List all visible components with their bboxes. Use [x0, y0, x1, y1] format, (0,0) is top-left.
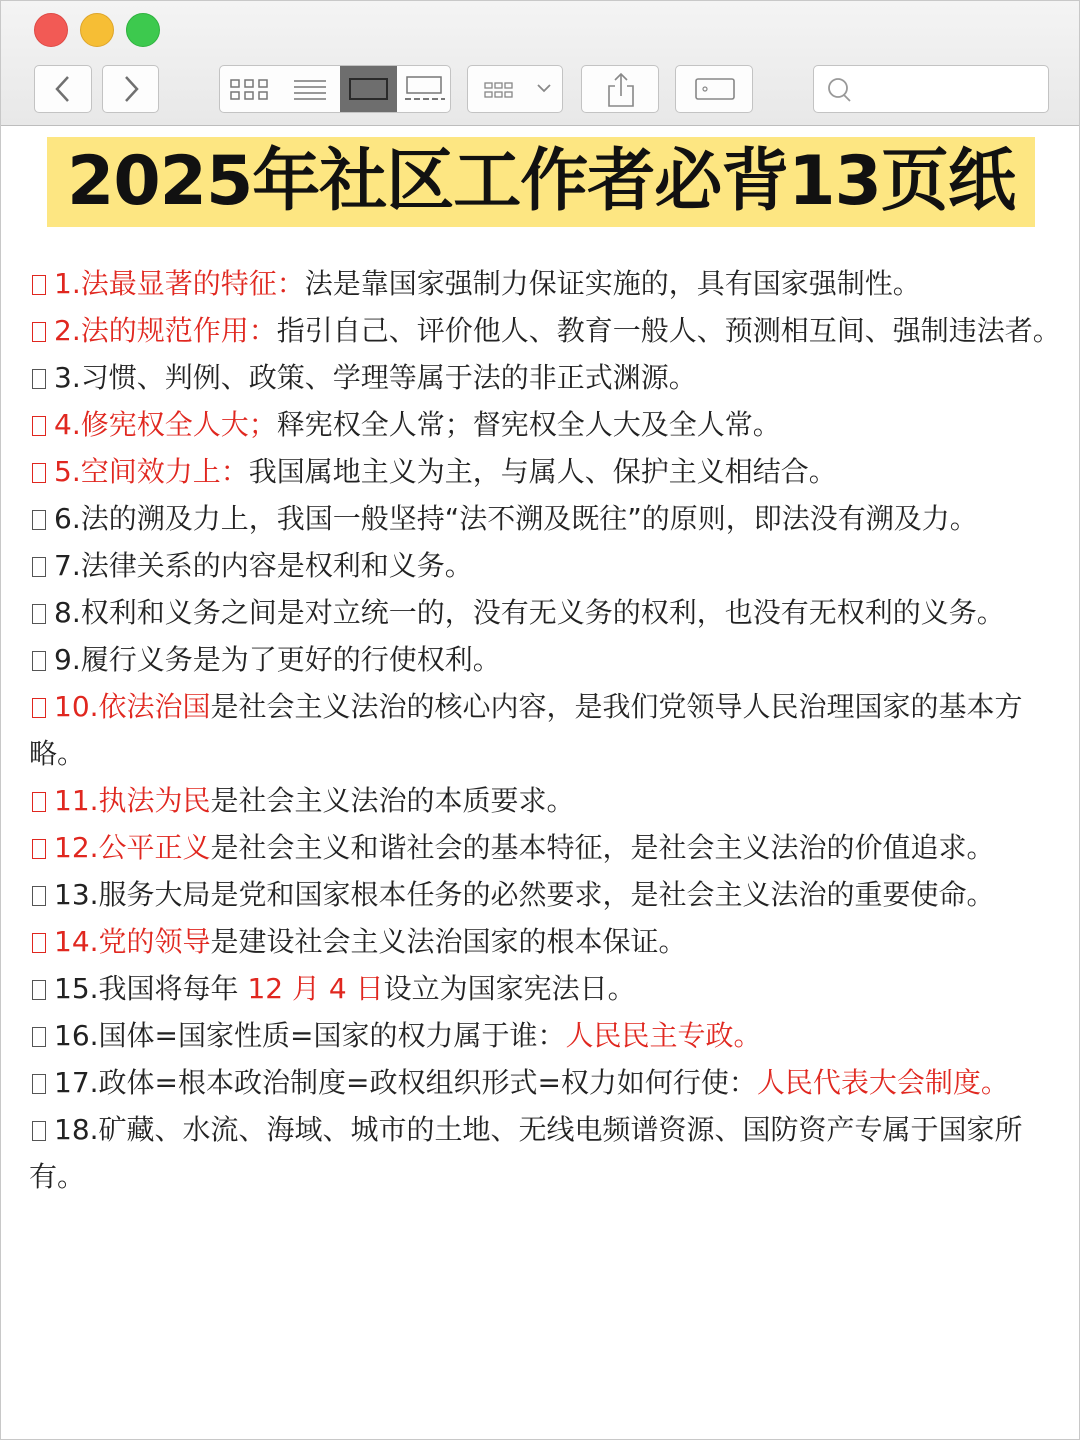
checkbox-icon [32, 557, 46, 577]
item-text: 13.服务大局是党和国家根本任务的必然要求，是社会主义法治的重要使命。 [54, 878, 995, 911]
item-text: 3.习惯、判例、政策、学理等属于法的非正式渊源。 [54, 361, 697, 394]
list-item [29, 495, 1075, 542]
checkbox-icon [32, 1121, 46, 1141]
checkbox-icon [32, 698, 46, 718]
item-key-phrase: 执法为民 [98, 784, 211, 817]
item-number: 1. [54, 267, 81, 300]
item-text: 15.我国将每年 [54, 972, 248, 1005]
item-number: 14. [54, 925, 99, 958]
item-number: 2. [54, 314, 81, 347]
checkbox-icon [32, 933, 46, 953]
item-text: 7.法律关系的内容是权利和义务。 [54, 549, 473, 582]
item-key-phrase: 修宪权全人大； [80, 408, 277, 441]
gallery-view-icon [397, 66, 451, 112]
back-button[interactable] [34, 65, 92, 113]
item-key-phrase: 公平正义 [98, 831, 211, 864]
checkbox-icon [32, 886, 46, 906]
item-text: 是建设社会主义法治国家的根本保证。 [210, 925, 687, 958]
item-text: 是社会主义法治的本质要求。 [210, 784, 575, 817]
item-text: 18.矿藏、水流、海域、城市的土地、无线电频谱资源、国防资产专属于国家所有。 [29, 1113, 1023, 1193]
checkbox-icon [32, 980, 46, 1000]
list-item [29, 824, 1075, 871]
item-key-phrase: 法的规范作用： [80, 314, 277, 347]
list-item [29, 448, 1075, 495]
list-item [29, 965, 1075, 1012]
item-text: 法是靠国家强制力保证实施的，具有国家强制性。 [304, 267, 921, 300]
item-text: 我国属地主义为主，与属人、保护主义相结合。 [248, 455, 837, 488]
item-text: 是社会主义法治的核心内容，是我们党领导人民治理国家的基本方略。 [29, 690, 1023, 770]
item-text: 释宪权全人常；督宪权全人大及全人常。 [276, 408, 781, 441]
gallery-view-button[interactable] [397, 66, 451, 112]
item-key-phrase: 依法治国 [98, 690, 211, 723]
list-item [29, 307, 1075, 354]
column-view-button[interactable] [340, 66, 397, 112]
list-item [29, 683, 1075, 777]
icon-view-button[interactable] [220, 66, 280, 112]
list-item [29, 354, 1075, 401]
item-key-phrase: 空间效力上： [80, 455, 249, 488]
page-title: 2025年社区工作者必背13页纸 [67, 142, 1015, 221]
item-number: 11. [54, 784, 99, 817]
list-item [29, 1106, 1075, 1200]
group-icon [468, 66, 564, 112]
item-text: 6.法的溯及力上，我国一般坚持“法不溯及既往”的原则，即法没有溯及力。 [54, 502, 978, 535]
share-icon [582, 66, 660, 112]
item-text: 17.政体=根本政治制度=政权组织形式=权力如何行使： [54, 1066, 757, 1099]
zoom-window-button[interactable] [126, 13, 160, 47]
column-view-icon [340, 66, 397, 112]
search-field[interactable] [813, 65, 1049, 113]
item-text: 9.履行义务是为了更好的行使权利。 [54, 643, 501, 676]
item-text: 8.权利和义务之间是对立统一的，没有无义务的权利，也没有无权利的义务。 [54, 596, 1005, 629]
list-item [29, 401, 1075, 448]
list-item [29, 636, 1075, 683]
item-key-phrase: 12 月 4 日 [247, 972, 384, 1005]
tag-icon [676, 66, 754, 112]
item-key-phrase: 人民民主专政。 [565, 1019, 762, 1052]
grid-view-icon [220, 66, 280, 112]
checkbox-icon [32, 322, 46, 342]
back-icon [35, 66, 93, 112]
list-item [29, 260, 1075, 307]
list-item [29, 589, 1075, 636]
list-view-button[interactable] [280, 66, 340, 112]
item-number: 10. [54, 690, 99, 723]
checkbox-icon [32, 510, 46, 530]
checkbox-icon [32, 463, 46, 483]
forward-icon [103, 66, 160, 112]
checkbox-icon [32, 604, 46, 624]
minimize-window-button[interactable] [80, 13, 114, 47]
checkbox-icon [32, 839, 46, 859]
search-icon [818, 66, 858, 112]
group-button[interactable] [467, 65, 563, 113]
list-item [29, 777, 1075, 824]
note-list [29, 260, 1075, 1200]
checkbox-icon [32, 275, 46, 295]
list-item [29, 1012, 1075, 1059]
forward-button[interactable] [102, 65, 159, 113]
item-number: 12. [54, 831, 99, 864]
item-key-phrase: 法最显著的特征： [80, 267, 305, 300]
checkbox-icon [32, 416, 46, 436]
list-item [29, 542, 1075, 589]
checkbox-icon [32, 1027, 46, 1047]
item-number: 5. [54, 455, 81, 488]
item-text: 指引自己、评价他人、教育一般人、预测相互间、强制违法者。 [276, 314, 1061, 347]
item-text: 是社会主义和谐社会的基本特征，是社会主义法治的价值追求。 [210, 831, 995, 864]
share-button[interactable] [581, 65, 659, 113]
list-item [29, 1059, 1075, 1106]
checkbox-icon [32, 369, 46, 389]
list-item [29, 871, 1075, 918]
item-key-phrase: 人民代表大会制度。 [756, 1066, 1009, 1099]
item-key-phrase: 党的领导 [98, 925, 211, 958]
item-text: 16.国体=国家性质=国家的权力属于谁： [54, 1019, 566, 1052]
close-window-button[interactable] [34, 13, 68, 47]
item-number: 4. [54, 408, 81, 441]
list-item [29, 918, 1075, 965]
checkbox-icon [32, 1074, 46, 1094]
list-view-icon [280, 66, 340, 112]
toolbar [1, 1, 1079, 126]
view-mode-control[interactable] [219, 65, 451, 113]
checkbox-icon [32, 792, 46, 812]
checkbox-icon [32, 651, 46, 671]
tag-button[interactable] [675, 65, 753, 113]
item-text-after: 设立为国家宪法日。 [383, 972, 636, 1005]
